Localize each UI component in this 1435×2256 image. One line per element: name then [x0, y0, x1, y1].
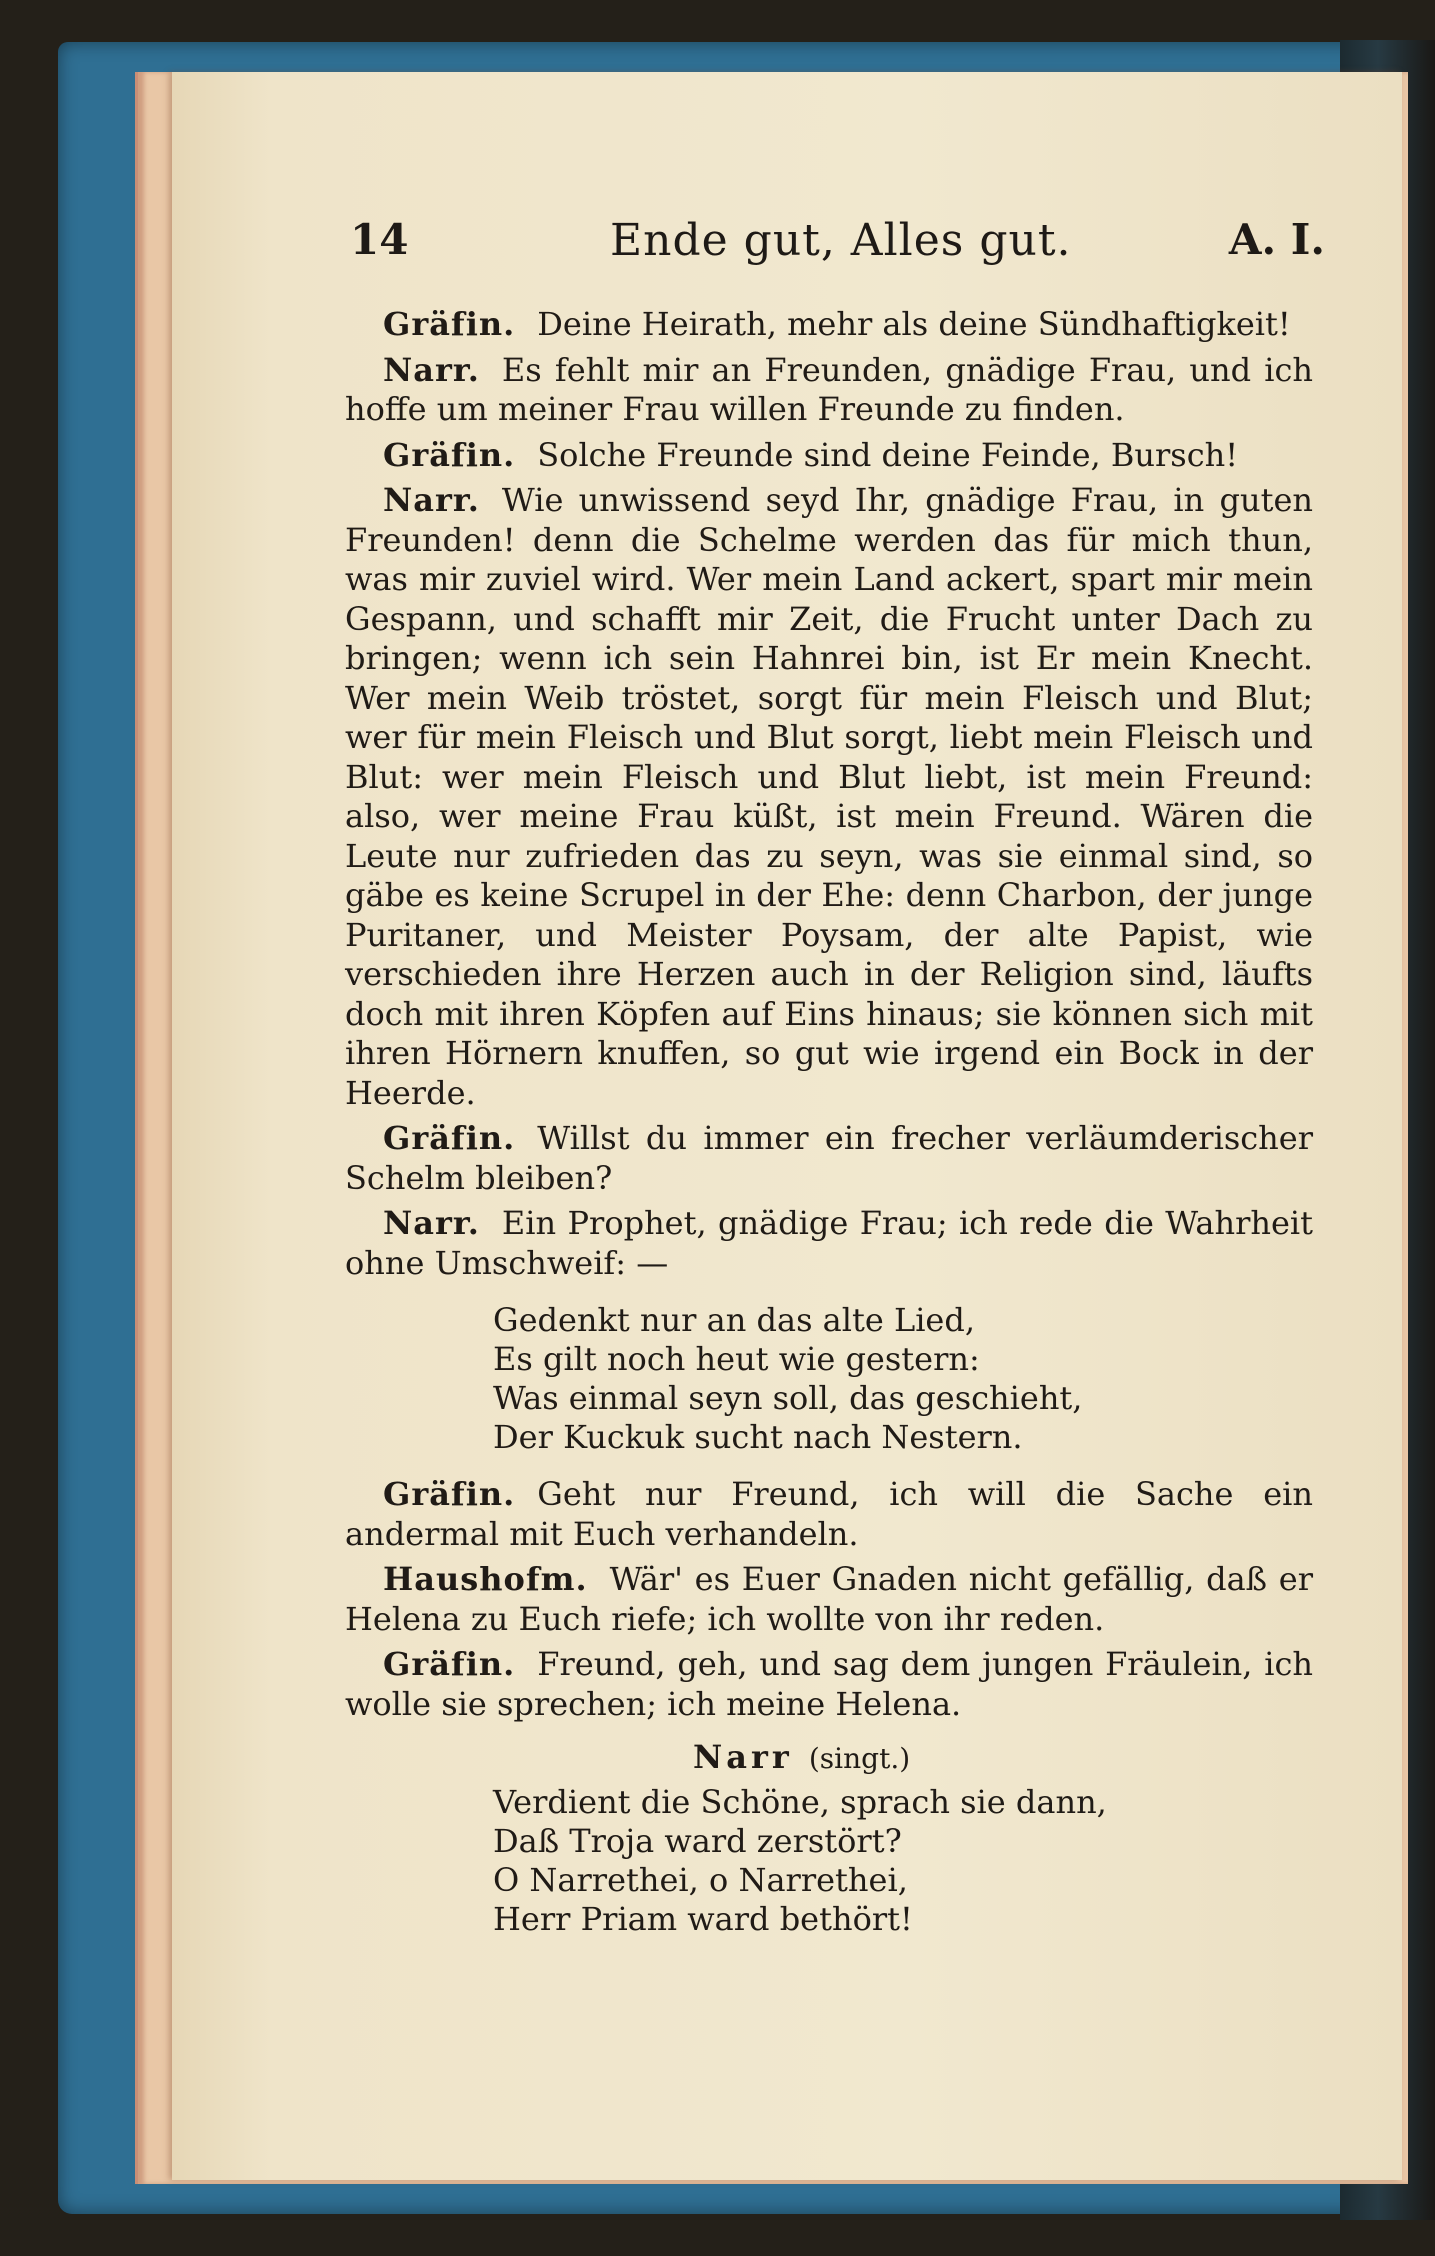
- speech: [345, 1119, 1313, 1198]
- speech: [345, 1645, 1313, 1724]
- speaker-name: Gräfin.: [383, 435, 516, 474]
- speaker-name: Narr.: [383, 481, 480, 519]
- running-title: Ende gut, Alles gut.: [610, 215, 1072, 266]
- speech-text: Freund, geh, und sag dem jungen Fräulein, ich wolle sie sprechen; ich meine Helena.: [345, 1645, 1313, 1723]
- speaker-name: Gräfin.: [383, 305, 516, 343]
- song-heading: [693, 1738, 1313, 1779]
- speaker-name: Narr.: [383, 1204, 480, 1242]
- speech-text: Ein Prophet, gnädige Frau; ich rede die Wahrheit ohne Umschweif: —: [345, 1204, 1313, 1282]
- speech-text: Wie unwissend seyd Ihr, gnädige Frau, in guten Freunden! denn die Schelme werden das für mich thun, was mir zuviel wird. Wer mein Land ackert, spart mir mein Gespann, und schafft mir Zeit, die Frucht unter Dach zu bringen; wenn ich sein Hahnrei bin, ist Er mein Knecht. Wer mein Weib tröstet, sorgt für mein Fleisch und Blut; wer für mein Fleisch und Blut sorgt, liebt mein Fleisch und Blut: wer mein Fleisch und Blut liebt, ist mein Freund: also, wer meine Frau küßt, ist mein Freund. Wären die Leute nur zufrieden das zu seyn, was sie einmal sind, so gäbe es keine Scrupel in der Ehe: denn Charbon, der junge Puritaner, und Meister Poysam, der alte Papist, wie verschieden ihre Herzen auch in der Religion sind, läufts doch mit ihren Köpfen auf Eins hinaus; sie können sich mit ihren Hörnern knuffen, so gut wie irgend ein Bock in der Heerde.: [345, 481, 1313, 1112]
- speaker-name: Gräfin.: [383, 1119, 516, 1157]
- verse-block: [493, 1301, 1313, 1457]
- verse-line: Gedenkt nur an das alte Lied,: [493, 1301, 976, 1339]
- speech-text: Geht nur Freund, ich will die Sache ein andermal mit Euch verhandeln.: [345, 1475, 1313, 1553]
- song-line: Daß Troja ward zerstört?: [493, 1821, 902, 1860]
- verse-line: Es gilt noch heut wie gestern:: [493, 1340, 980, 1378]
- speech: [345, 436, 1313, 476]
- stage-direction: (singt.): [808, 1742, 911, 1775]
- verse-line: Was einmal seyn soll, das geschieht,: [493, 1379, 1083, 1417]
- speech-text: Willst du immer ein frecher verläumderischer Schelm bleiben?: [345, 1119, 1313, 1197]
- song-speaker: Narr: [693, 1738, 793, 1776]
- verse-line: Der Kuckuk sucht nach Nestern.: [493, 1418, 1023, 1456]
- act-marker: A. I.: [1228, 215, 1325, 264]
- speech: [345, 1204, 1313, 1283]
- speaker-name: Gräfin.: [383, 1645, 516, 1683]
- page-text: [345, 305, 1313, 1939]
- speech: [345, 1560, 1313, 1639]
- speaker-name: Haushofm.: [383, 1560, 588, 1598]
- speaker-name: Narr.: [383, 350, 480, 389]
- speech-text: Es fehlt mir an Freunden, gnädige Frau, und ich hoffe um meiner Frau willen Freunde zu finden.: [345, 350, 1313, 428]
- speech: [345, 351, 1313, 430]
- speech: [345, 481, 1313, 1113]
- page-number: 14: [350, 215, 409, 264]
- speech: [345, 1475, 1313, 1554]
- page-header: [350, 215, 1325, 275]
- speech-text: Deine Heirath, mehr als deine Sündhaftigkeit!: [537, 305, 1291, 343]
- speech: [345, 305, 1313, 345]
- speech-text: Wär' es Euer Gnaden nicht gefällig, daß er Helena zu Euch riefe; ich wollte von ihr reden.: [345, 1560, 1313, 1638]
- song-line: Verdient die Schöne, sprach sie dann,: [493, 1782, 1107, 1821]
- song-line: Herr Priam ward bethört!: [493, 1899, 913, 1938]
- speaker-name: Gräfin.: [383, 1475, 516, 1513]
- song-block: [493, 1783, 1313, 1939]
- song-line: O Narrethei, o Narrethei,: [493, 1860, 908, 1899]
- speech-text: Solche Freunde sind deine Feinde, Bursch!: [537, 435, 1239, 474]
